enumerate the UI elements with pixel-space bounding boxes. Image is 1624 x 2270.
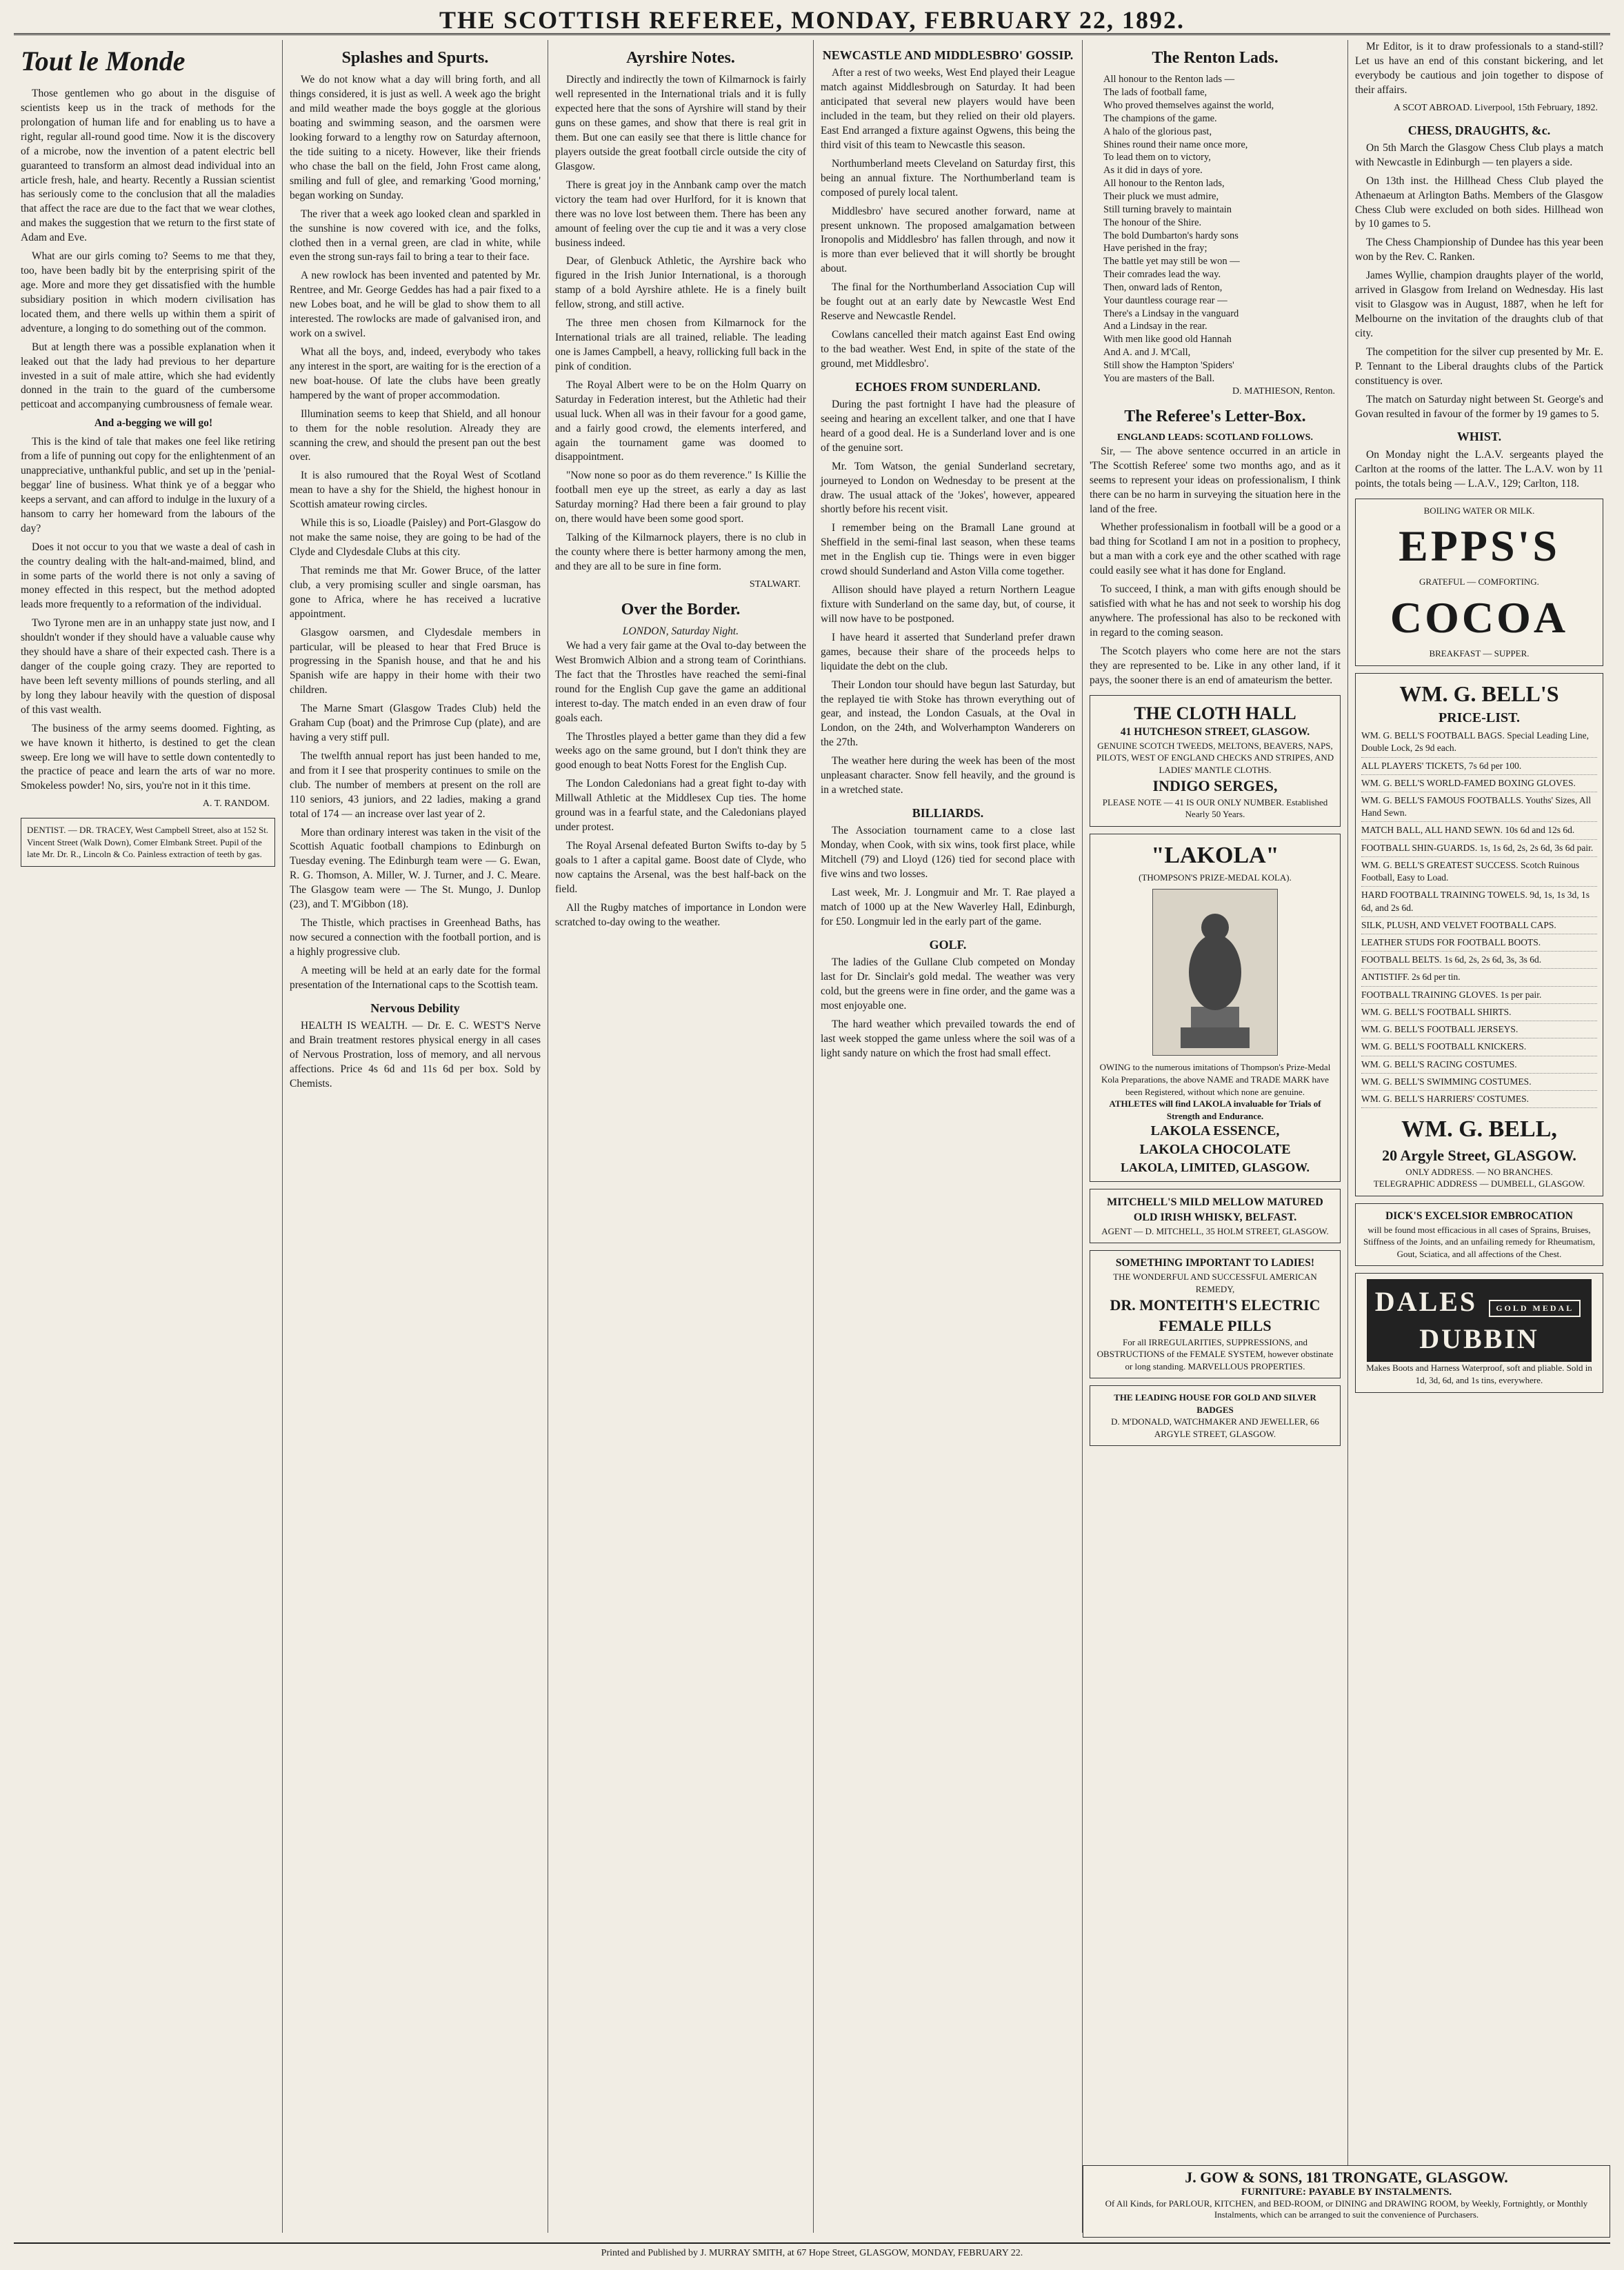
poem-line: Your dauntless courage rear — — [1103, 294, 1227, 306]
paragraph: What all the boys, and, indeed, everybody who takes any interest in the sport, are waiting for is the erection of a new boat-house. Of late the clubs have been greatly hampered by the want of proper accommodation. — [290, 345, 541, 401]
paragraph: Talking of the Kilmarnock players, there is no club in the county where there is better harmony among the men, and they are all to be sure in fine form. — [555, 532, 806, 572]
price-list — [1361, 727, 1597, 1108]
ad-product: LAKOLA CHOCOLATE — [1139, 1142, 1291, 1158]
list-item: WM. G. BELL'S WORLD-FAMED BOXING GLOVES. — [1361, 775, 1597, 792]
poem-line: And a Lindsay in the rear. — [1103, 321, 1207, 332]
ad-brand: EPPS'S — [1399, 521, 1560, 571]
signature: A. T. RANDOM. — [202, 798, 270, 810]
subheading: CHESS, DRAUGHTS, &c. — [1407, 123, 1551, 137]
ad-address: 41 HUTCHESON STREET, GLASGOW. — [1120, 725, 1310, 738]
list-item: LEATHER STUDS FOR FOOTBALL BOOTS. — [1361, 934, 1597, 952]
medal-badge: GOLD MEDAL — [1489, 1300, 1581, 1316]
paragraph: And a-begging we will go! — [94, 417, 213, 430]
paragraph: Illumination seems to keep that Shield, and all honour to them for the noble resolution. Already they are scanning the crew, and should the present pan out the best over. — [290, 408, 541, 463]
ad-title: MITCHELL'S MILD MELLOW MATURED OLD IRISH WHISKY, BELFAST. — [1107, 1196, 1323, 1224]
signature: D. MATHIESON, Renton. — [1232, 385, 1335, 396]
column-title: Splashes and Spurts. — [341, 49, 489, 67]
paragraph: On 5th March the Glasgow Chess Club plays a match with Newcastle in Edinburgh — ten players a side. — [1355, 141, 1603, 168]
poem-line: With men like good old Hannah — [1103, 334, 1232, 345]
list-item: WM. G. BELL'S SWIMMING COSTUMES. — [1361, 1074, 1597, 1091]
subheading: WHIST. — [1456, 430, 1502, 444]
list-item: WM. G. BELL'S HARRIERS' COSTUMES. — [1361, 1091, 1597, 1108]
ad-product: DUBBIN — [1419, 1323, 1539, 1355]
dales-logo — [1367, 1279, 1592, 1362]
paragraph: Two Tyrone men are in an unhappy state just now, and I shouldn't wonder if they should have a valuable cause why they should have a share of their expected cash. There is a danger of the couple going crazy. They are reported to have been left seventy millions of pounds sterling, and all by long they labour heavily with the question of disposal of this vast wealth. — [21, 617, 275, 716]
paragraph: The business of the army seems doomed. Fighting, as we have known it hitherto, is destined to get the clean sweep. Ere long we will have to settle down contentedly to the practice of peace and learn the arts of war no more. Smokeless powder! No, sirs, you're not in it this time. — [21, 722, 275, 792]
paragraph: On 13th inst. the Hillhead Chess Club played the Athenaeum at Arlington Baths. Members of the Glasgow Chess Club were excluded on both sides. Hillhead won by 10 games to 5. — [1355, 174, 1603, 230]
subheading: BILLIARDS. — [912, 806, 984, 820]
ad-tagline: BOILING WATER OR MILK. — [1423, 505, 1535, 516]
ad-subtitle: INDIGO SERGES, — [1152, 777, 1278, 795]
column-splashes — [283, 40, 548, 2233]
ad-company: WM. G. BELL, — [1401, 1116, 1557, 1143]
list-item: WM. G. BELL'S FOOTBALL JERSEYS. — [1361, 1021, 1597, 1038]
dentist-ad-text: DENTIST. — DR. TRACEY, West Campbell Street, also at 152 St. Vincent Street (Walk Down), Comer Elmbank Street. Pupil of the late Mr. Dr. R., Lincoln & Co. Painless extraction of teeth by gas. — [27, 825, 269, 860]
column-tout-le-monde — [14, 40, 283, 2233]
imprint-footer — [14, 2242, 1610, 2264]
list-item: WM. G. BELL'S FOOTBALL KNICKERS. — [1361, 1038, 1597, 1056]
paragraph: Their London tour should have begun last Saturday, but the replayed tie with Stoke has thrown everything out of gear, and instead, the London Casuals, at the Oval in London, on the 24th, and Wolverhampton Wanderers on the 27th. — [821, 679, 1075, 749]
list-item: MATCH BALL, ALL HAND SEWN. 10s 6d and 12s 6d. — [1361, 822, 1597, 839]
list-item: WM. G. BELL'S RACING COSTUMES. — [1361, 1056, 1597, 1074]
ad-title: J. GOW & SONS, 181 TRONGATE, GLASGOW. — [1185, 2169, 1508, 2186]
paragraph: James Wyllie, champion draughts player of the world, arrived in Glasgow from Ireland on Wednesday. His last visit to Glasgow was in August, 1887, when he left for Melbourne on the invitation of the draughts club of that city. — [1355, 270, 1603, 339]
paragraph: The Scotch players who come here are not the stars they are represented to be. Like in any other land, if it pays, the sooner there is an end of amateurism the better. — [1090, 645, 1341, 686]
paragraph: The match on Saturday night between St. George's and Govan resulted in favour of the former by 19 games to 5. — [1355, 393, 1603, 420]
poem-line: You are masters of the Ball. — [1103, 372, 1215, 384]
paragraph: The Chess Championship of Dundee has this year been won by the Rev. C. Ranken. — [1355, 237, 1603, 263]
imprint-text: Printed and Published by J. MURRAY SMITH, at 67 Hope Street, GLASGOW, MONDAY, FEBRUARY 22. — [601, 2248, 1023, 2258]
cloth-hall-ad — [1090, 695, 1341, 827]
paragraph: The hard weather which prevailed towards the end of last week stopped the game unless where the soil was of a light sandy nature on which the frost had small effect. — [821, 1018, 1075, 1059]
paragraph: The Throstles played a better game than they did a few weeks ago on the same ground, but I don't think they are good enough to beat Notts Forest for the English Cup. — [555, 730, 806, 772]
paragraph: Glasgow oarsmen, and Clydesdale members in particular, will be pleased to hear that Fred Bruce is progressing in the Spanish house, and that he and his Spanish wife are happy in their home with their two children. — [290, 626, 541, 696]
list-item: WM. G. BELL'S FOOTBALL BAGS. Special Leading Line, Double Lock, 2s 9d each. — [1361, 727, 1597, 757]
paragraph: The three men chosen from Kilmarnock for the International trials are all trained, reliable. The leading one is James Campbell, a heavy, rollicking full back in the pink of condition. — [555, 317, 806, 372]
list-item: FOOTBALL TRAINING GLOVES. 1s per pair. — [1361, 987, 1597, 1004]
ad-product: COCOA — [1390, 593, 1569, 643]
list-item: WM. G. BELL'S FOOTBALL SHIRTS. — [1361, 1004, 1597, 1021]
ad-body: Makes Boots and Harness Waterproof, soft and pliable. Sold in 1d, 3d, 6d, and 1s tins, everywhere. — [1366, 1363, 1592, 1385]
paragraph: The ladies of the Gullane Club competed on Monday last for Dr. Sinclair's gold medal. The weather was very cold, but the greens were in fine order, and the game was a most enjoyable one. — [821, 956, 1075, 1012]
paragraph: A new rowlock has been invented and patented by Mr. Rentree, and Mr. George Geddes has had a pair fixed to a new Lobes boat, and he will be glad to show them to all interested. The rowlocks are made of galvanised iron, and work on a swivel. — [290, 270, 541, 340]
poem — [1090, 73, 1341, 385]
paragraph: The Royal Albert were to be on the Holm Quarry on Saturday in Federation interest, but the Athletic had their usual luck. When all was in their favour for a good game, and a fairly good crowd, the elements interfered, and again the tournament game was doomed to disappointment. — [555, 379, 806, 463]
paragraph: While this is so, Lioadle (Paisley) and Port-Glasgow do not make the same noise, they are going to be had of the Clyde and Clydesdale Clubs at this city. — [290, 517, 541, 558]
ad-tagline: GRATEFUL — COMFORTING. — [1419, 576, 1539, 587]
ad-subtitle: PRICE-LIST. — [1438, 710, 1520, 726]
ad-body: D. M'DONALD, WATCHMAKER AND JEWELLER, 66 ARGYLE STREET, GLASGOW. — [1111, 1416, 1319, 1439]
paragraph: Mr. Tom Watson, the genial Sunderland secretary, journeyed to London on Wednesday to be present at the draw. The usual attack of the 'Jokes', however, appeared shortly before his recent visit. — [821, 460, 1075, 516]
paragraph: Last week, Mr. J. Longmuir and Mr. T. Rae played a match of 1000 up at the New Waverley Hall, Edinburgh, for £50. Longmuir led in the early part of the game. — [821, 886, 1075, 927]
ad-body: OWING to the numerous imitations of Thompson's Prize-Medal Kola Preparations, the above NAME and TRADE MARK have been Registered, without which none are genuine. — [1099, 1062, 1331, 1097]
list-item: WM. G. BELL'S FAMOUS FOOTBALLS. Youths' Sizes, All Hand Sewn. — [1361, 792, 1597, 822]
column-title: The Renton Lads. — [1152, 49, 1279, 67]
lakola-ad — [1090, 834, 1341, 1182]
poem-line: The honour of the Shire. — [1103, 217, 1202, 228]
list-item: FOOTBALL SHIN-GUARDS. 1s, 1s 6d, 2s, 2s 6d, 3s 6d pair. — [1361, 840, 1597, 857]
poem-line: The battle yet may still be won — — [1103, 256, 1240, 268]
bell-price-list-ad — [1355, 673, 1603, 1196]
paragraph: Cowlans cancelled their match against East End owing to the bad weather. West End, in spite of the state of the ground, met Middlesbro'. — [821, 328, 1075, 370]
paragraph: HEALTH IS WEALTH. — Dr. E. C. WEST'S Nerve and Brain treatment restores physical energy in all cases of Nervous Prostration, loss of memory, and all nervous affections. Price 4s 6d and 11s 6d per box. Sold by Chemists. — [290, 1020, 541, 1089]
ad-title: THE CLOTH HALL — [1134, 703, 1296, 723]
paragraph: The final for the Northumberland Association Cup will be fought out at an early date by Newcastle West End Reserve and Newcastle Rendel. — [821, 281, 1075, 323]
ad-title: DR. MONTEITH'S ELECTRIC FEMALE PILLS — [1110, 1296, 1321, 1334]
paragraph: But at length there was a possible explanation when it leaked out that the lady had previous to her departure invested in a suit of male attire, which she had evidently donned in the train to the guard of the cumbersome petticoat and accompanying cumbrousness of female wear. — [21, 341, 275, 411]
column-title: Ayrshire Notes. — [626, 49, 735, 67]
paragraph: Whether professionalism in football will be a good or a bad thing for Scotland I am not in a position to prophecy, but a man with a cork eye and the other scathed with rage could easily see what it has done for England. — [1090, 521, 1341, 577]
poem-line: Their pluck we must admire, — [1103, 190, 1219, 202]
column-newcastle — [814, 40, 1083, 2233]
ad-product: LAKOLA ESSENCE, — [1150, 1123, 1280, 1139]
poem-line: To lead them on to victory, — [1103, 152, 1211, 163]
newspaper-title: THE SCOTTISH REFEREE, MONDAY, FEBRUARY 22, 1892. — [439, 6, 1185, 34]
poem-line: A halo of the glorious past, — [1103, 125, 1212, 137]
ad-title: "LAKOLA" — [1151, 843, 1279, 868]
ad-subtitle: THE WONDERFUL AND SUCCESSFUL AMERICAN REMEDY, — [1113, 1272, 1317, 1294]
poem-line: And A. and J. M'Call, — [1103, 347, 1191, 359]
ad-title: WM. G. BELL'S — [1399, 681, 1559, 706]
paragraph: Northumberland meets Cleveland on Saturday first, this being an annual fixture. The Northumberland team is composed of purely local talent. — [821, 157, 1075, 199]
column-chess-and-ads — [1348, 40, 1610, 2233]
poem-line: As it did in days of yore. — [1103, 165, 1203, 177]
paragraph: Directly and indirectly the town of Kilmarnock is fairly well represented in the International trials and it is fully expected here that the sons of Ayrshire will stand by their guns on these games, and show that there is real grit in them. But one can easily see that there is little chance for players outside the great football circle outside the city of Glasgow. — [555, 74, 806, 172]
ad-tagline: BREAKFAST — SUPPER. — [1429, 648, 1530, 659]
statue-icon — [1153, 890, 1277, 1055]
masthead — [14, 6, 1610, 35]
paragraph: The Royal Arsenal defeated Burton Swifts to-day by 5 goals to 1 after a capital game. Boost date of Clyde, who now captains the Arsenal, was the best half-back on the field. — [555, 840, 806, 895]
ad-title: DICK'S EXCELSIOR EMBROCATION — [1385, 1209, 1573, 1222]
ad-body: ATHLETES will find LAKOLA invaluable for Trials of Strength and Endurance. — [1109, 1098, 1321, 1121]
ad-address: 20 Argyle Street, GLASGOW. — [1382, 1147, 1576, 1165]
paragraph: More than ordinary interest was taken in the visit of the Scottish Aquatic football champions to Edinburgh on Tuesday evening. The Edinburgh team were — G. Ewan, R. G. Thomson, A. Miller, W. J. Turner, and J. C. Meare. The Glasgow team were — The St. Mungo, J. Dunlop (23), and T. M'Gibbon (18). — [290, 826, 541, 911]
paragraph: What are our girls coming to? Seems to me that they, too, have been badly bit by the enterprising spirit of the age. More and more they get dissatisfied with the humble subsidiary position in which modern civilisation has located them, and there wells up within them a spirit of adventure, a longing to do something out of the common. — [21, 250, 275, 334]
paragraph: Sir, — The above sentence occurred in an article in 'The Scottish Referee' some two months ago, and as it seems to represent your ideas on professionalism, I think there can be no harm in surveying the situation here in the land of the free. — [1090, 445, 1341, 515]
ad-subtitle: FURNITURE: PAYABLE BY INSTALMENTS. — [1241, 2187, 1452, 2198]
list-item: WM. G. BELL'S GREATEST SUCCESS. Scotch Ruinous Football, Easy to Load. — [1361, 857, 1597, 887]
poem-line: Have perished in the fray; — [1103, 243, 1207, 254]
subheading: Nervous Debility — [370, 1001, 460, 1015]
list-item: ALL PLAYERS' TICKETS, 7s 6d per 100. — [1361, 758, 1597, 775]
paragraph: The weather here during the week has been of the most unpleasant character. Snow fell heavily, and the ground is in a wretched state. — [821, 755, 1075, 796]
paragraph: On Monday night the L.A.V. sergeants played the Carlton at the rooms of the latter. The L.A.V. won by 11 points, the totals being — L.A.V., 129; Carlton, 118. — [1355, 448, 1603, 490]
paragraph: Does it not occur to you that we waste a deal of cash in the country dealing with the halt-and-maimed, blind, and in some parts of the world there is not only a saving of money effected in this respect, but the method adopted leads more frequently to a reformation of the individual. — [21, 541, 275, 611]
list-item: SILK, PLUSH, AND VELVET FOOTBALL CAPS. — [1361, 917, 1597, 934]
dateline: LONDON, Saturday Night. — [622, 625, 739, 638]
ad-body: Of All Kinds, for PARLOUR, KITCHEN, and BED-ROOM, or DINING and DRAWING ROOM, by Weekly, Fortnightly, or Monthly Instalments, which can be arranged to suit the convenience of Purchasers. — [1105, 2198, 1588, 2220]
paragraph: The Marne Smart (Glasgow Trades Club) held the Graham Cup (boat) and the Primrose Cup (plate), and are having a very stiff pull. — [290, 703, 541, 744]
ad-company: LAKOLA, LIMITED, GLASGOW. — [1121, 1161, 1310, 1175]
ad-body: For all IRREGULARITIES, SUPPRESSIONS, and OBSTRUCTIONS of the FEMALE SYSTEM, however obstinate or long standing. MARVELLOUS PROPERTIES. — [1096, 1336, 1334, 1372]
column-title: Tout le Monde — [21, 46, 186, 77]
paragraph: Allison should have played a return Northern League fixture with Sunderland on the same day, but, of course, it will now have to be postponed. — [821, 584, 1075, 625]
paragraph: Those gentlemen who go about in the disguise of scientists keep us in the track of methods for the prolongation of human life and for enabling us to have a right, regular all-round good time. Now it is the discovery of a microbe, now the invention of a patent electric bell guaranteed to transform an almost dead individual into an article fresh, hale, and hearty. Recently a Russian scientist has seriously come to the conclusion that all the maladies that affect the race are due to the fact that we wear clothes, and makes the suggestion that we return to the first state of Adam and Eve. — [21, 88, 275, 244]
ad-note: ONLY ADDRESS. — NO BRANCHES. — [1405, 1166, 1553, 1177]
column-title: The Referee's Letter-Box. — [1124, 407, 1306, 425]
paragraph: I have heard it asserted that Sunderland prefer drawn games, because their share of the proceeds helps to liquidate the debt on the club. — [821, 631, 1075, 672]
watchmaker-ad — [1090, 1385, 1341, 1446]
column-ayrshire — [548, 40, 814, 2233]
paragraph: That reminds me that Mr. Gower Bruce, of the latter club, a very promising sculler and single oarsman, has gone to Africa, where he has received a lucrative appointment. — [290, 564, 541, 620]
poem-line: All honour to the Renton lads — — [1103, 74, 1235, 86]
poem-line: Shines round their name once more, — [1103, 139, 1248, 150]
paragraph: The river that a week ago looked clean and sparkled in the sunshine is now covered with ice, and the folks, clothed then in a vernal green, are clad in white, while even the strong sun-rays fail to bring a tear to their face. — [290, 208, 541, 263]
paragraph: All the Rugby matches of importance in London were scratched to-day owing to the weather. — [555, 901, 806, 928]
poem-line: Who proved themselves against the world, — [1103, 100, 1274, 112]
paragraph: It is also rumoured that the Royal West of Scotland mean to have a shy for the Shield, the highest honour in Scottish amateur rowing circles. — [290, 470, 541, 511]
paragraph: I remember being on the Bramall Lane ground at Sheffield in the semi-final last season, when these teams met in the English cup tie. Things were in even bigger crowd should Sunderland and Aston Villa come together. — [821, 522, 1075, 578]
paragraph: We do not know what a day will bring forth, and all things considered, it is just as well. A week ago the bright and mild weather made the boys goggle at the glorious boating and swimming season, and the oarsmen were looking forward to a lengthy row on Saturday afternoon, the tide suiting to a nicety. However, like their friends who chase the ball on the field, John Frost came along, smiling and full of glee, and remarking 'Good morning,' began working on Sunday. — [290, 74, 541, 201]
poem-line: There's a Lindsay in the vanguard — [1103, 308, 1239, 319]
pills-ad — [1090, 1250, 1341, 1378]
ad-body: will be found most efficacious in all cases of Sprains, Bruises, Stiffness of the Joints, and an unfailing remedy for Rheumatism, Gout, Sciatica, and all affections of the Chest. — [1363, 1224, 1595, 1259]
column-renton-and-ads — [1083, 40, 1348, 2233]
column-title: Over the Border. — [621, 600, 741, 619]
paragraph: There is great joy in the Annbank camp over the match victory the team had over Hurlford, for it is known that there was no love lost between them. There has been any amount of feeling over the cup tie and it was a very close business indeed. — [555, 179, 806, 249]
poem-line: The champions of the game. — [1103, 112, 1217, 124]
epps-cocoa-ad — [1355, 499, 1603, 666]
ad-note: PLEASE NOTE — 41 IS OUR ONLY NUMBER. Established Nearly 50 Years. — [1102, 796, 1328, 820]
list-item: FOOTBALL BELTS. 1s 6d, 2s, 2s 6d, 3s, 3s 6d. — [1361, 952, 1597, 969]
paragraph: During the past fortnight I have had the pleasure of seeing and hearing an excellent talker, and one that I have heard of a good deal. He is a Sunderland lover and is one of the genuine sort. — [821, 399, 1075, 454]
poem-line: Still show the Hampton 'Spiders' — [1103, 359, 1234, 371]
ad-subtitle: (THOMPSON'S PRIZE-MEDAL KOLA). — [1139, 872, 1292, 883]
poem-line: The lads of football fame, — [1103, 87, 1207, 99]
paragraph: Middlesbro' have secured another forward, name at present unknown. The proposed amalgamation between Ironopolis and Middlesbro' has fallen through, and now it is more than ever believed that it will shortly be brought about. — [821, 205, 1075, 275]
paragraph: This is the kind of tale that makes one feel like retiring from a life of punning out copy for the enlightenment of an unappreciative, unthankful public, and set up in the 'penial-beggar' line of business. What think ye of a beggar who keeps a servant, and can afford to indulge in the luxury of a hansom to carry her homeward from the labours of the day? — [21, 436, 275, 534]
signature: STALWART. — [749, 579, 801, 590]
list-item: ANTISTIFF. 2s 6d per tin. — [1361, 969, 1597, 986]
paragraph: Mr Editor, is it to draw professionals to a stand-still? Let us have an end of this constant bickering, and let everybody be cautious and join together to dispose of their affairs. — [1355, 41, 1603, 96]
paragraph: A meeting will be held at an early date for the formal presentation of the International caps to the Scottish team. — [290, 964, 541, 991]
poem-line: Their comrades lead the way. — [1103, 269, 1221, 281]
paragraph: The London Caledonians had a great fight to-day with Millwall Athletic at the Middlesex Cup ties. The home ground was in a fearful state, and the Caledonians played under protest. — [555, 778, 806, 834]
embrocation-ad — [1355, 1203, 1603, 1267]
paragraph: The twelfth annual report has just been handed to me, and from it I see that prosperity continues to smile on the club. The number of members at present on the roll are 110 seniors, 43 juniors, and 22 ladies, making a grand total of 174 — an increase over last year of 2. — [290, 750, 541, 820]
paragraph: "Now none so poor as do them reverence." Is Killie the football men eye up the street, as early a day as last Saturday morning? Had there been a fair ground to play on, there would have been some good sport. — [555, 470, 806, 525]
paragraph: The competition for the silver cup presented by Mr. E. P. Tennant to the Liberal draughts clubs of the Partick constituency is over. — [1355, 345, 1603, 387]
subheading: GOLF. — [929, 937, 967, 952]
paragraph: Dear, of Glenbuck Athletic, the Ayrshire back who figured in the Irish Junior International, is a thorough stamp of a bold Ayrshire athlete. He is a finely built fellow, strong, and still active. — [555, 255, 806, 311]
column-title: NEWCASTLE AND MIDDLESBRO' GOSSIP. — [822, 48, 1074, 62]
paragraph: We had a very fair game at the Oval to-day between the West Bromwich Albion and a strong team of Corinthians. The fact that the Throstles have reached the semi-final round for the English Cup gave the game an additional interest to-day. The match ended in an even draw of four goals each. — [555, 640, 806, 724]
gow-furniture-ad — [1083, 2165, 1610, 2238]
paragraph: To succeed, I think, a man with gifts enough should be satisfied with what he has and not seek to worship his dog anywhere. The professional has also to be reckoned with in regard to the coming season. — [1090, 583, 1341, 639]
ad-note: TELEGRAPHIC ADDRESS — DUMBELL, GLASGOW. — [1373, 1178, 1585, 1189]
ad-body: GENUINE SCOTCH TWEEDS, MELTONS, BEAVERS, NAPS, PILOTS, WEST OF ENGLAND CHECKS AND STRIPES, AND LADIES' MANTLE CLOTHS. — [1096, 740, 1334, 775]
list-item: HARD FOOTBALL TRAINING TOWELS. 9d, 1s, 1s 3d, 1s 6d, and 2s 6d. — [1361, 887, 1597, 916]
letter-heading: ENGLAND LEADS: SCOTLAND FOLLOWS. — [1117, 432, 1313, 443]
paragraph: After a rest of two weeks, West End played their League match against Middlesbrough on Saturday. It had been anticipated that several new players would have been included in the team, but they relied on their old players. East End arranged a fixture against Ogwens, this being the third visit of this team to Newcastle this season. — [821, 67, 1075, 151]
signature: A SCOT ABROAD. Liverpool, 15th February, 1892. — [1394, 102, 1598, 113]
ad-heading: SOMETHING IMPORTANT TO LADIES! — [1115, 1257, 1315, 1269]
dentist-ad — [21, 818, 275, 867]
subheading: ECHOES FROM SUNDERLAND. — [855, 379, 1041, 394]
whisky-ad — [1090, 1189, 1341, 1243]
paragraph: The Association tournament came to a close last Monday, when Cook, with six wins, took first place, while Mitchell (79) and Lloyd (126) tied for second place with five wins and two losses. — [821, 825, 1075, 881]
ad-brand: DALES — [1374, 1286, 1478, 1318]
paragraph: The Thistle, which practises in Greenhead Baths, has now secured a connection with the football portion, and is a highly progressive club. — [290, 917, 541, 958]
dales-dubbin-ad — [1355, 1273, 1603, 1392]
poem-line: Then, onward lads of Renton, — [1103, 281, 1223, 293]
statue-illustration — [1152, 889, 1278, 1056]
ad-heading: THE LEADING HOUSE FOR GOLD AND SILVER BADGES — [1114, 1392, 1316, 1415]
poem-line: Still turning bravely to maintain — [1103, 203, 1232, 215]
poem-line: All honour to the Renton lads, — [1103, 178, 1225, 190]
ad-agent: AGENT — D. MITCHELL, 35 HOLM STREET, GLASGOW. — [1101, 1225, 1329, 1236]
poem-line: The bold Dumbarton's hardy sons — [1103, 230, 1239, 241]
